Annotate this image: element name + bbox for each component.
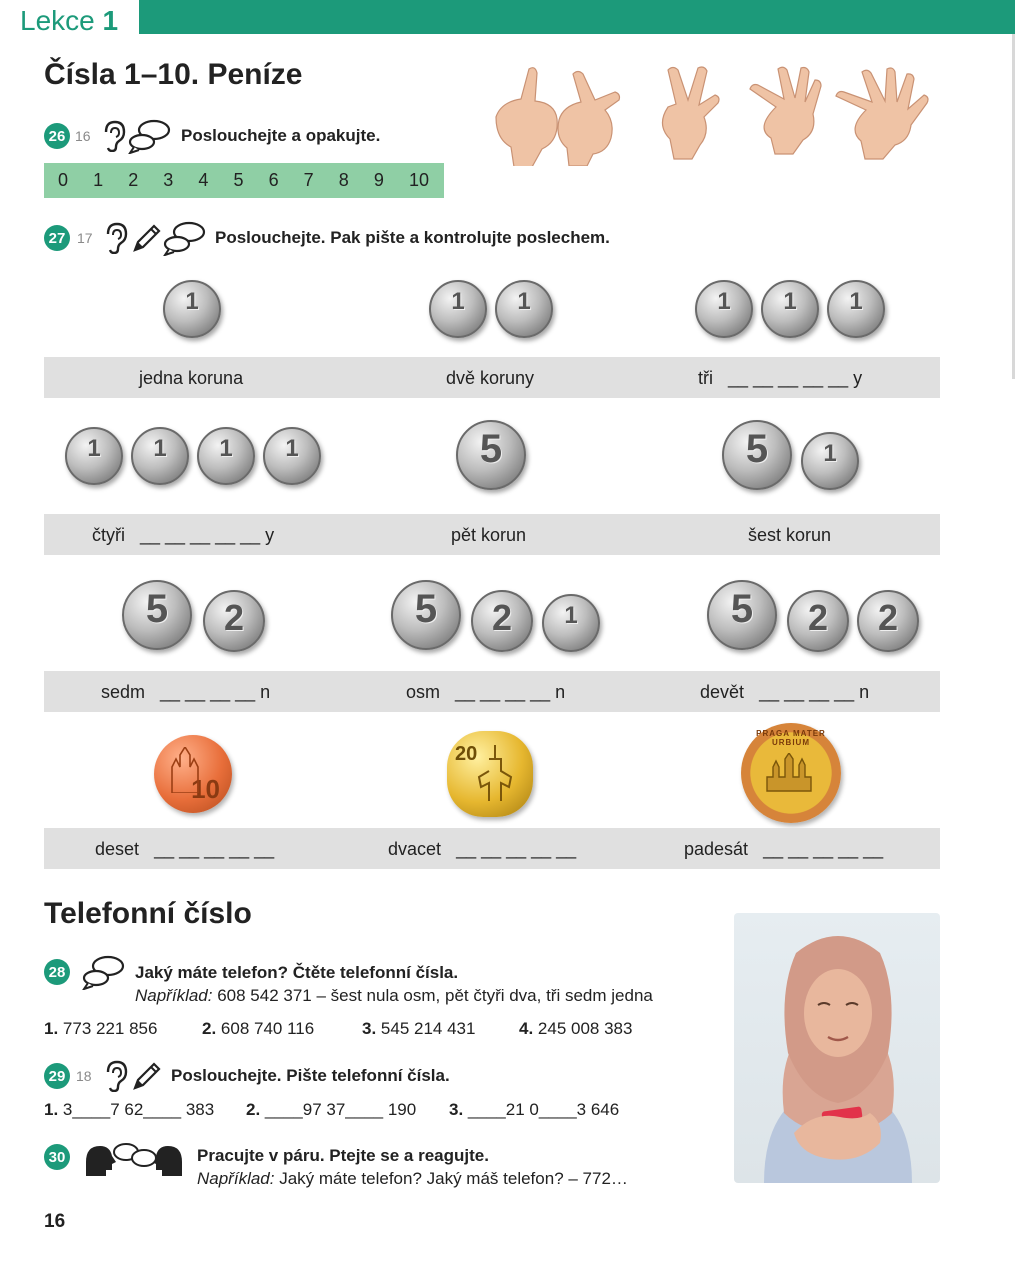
coin-20-czk: 20 [447,731,533,817]
label-sedm: sedm __ __ __ __ n [101,682,271,702]
pencil-icon [131,224,161,254]
coin-10-czk: 10 [154,735,232,813]
coin-1-czk: 1 [695,280,753,338]
phone-item-2: 2. 608 740 116 [202,1019,315,1038]
number-item: 9 [373,170,384,190]
section-title-phone: Telefonní číslo [44,897,252,930]
speech-bubble-icon [82,954,126,990]
exercise-number-28: 28 [44,959,70,985]
track-number-16: 16 [75,128,91,144]
exercise-number-30: 30 [44,1144,70,1170]
exercise-27-instruction: Poslouchejte. Pak pište a kontrolujte poslechem. [215,228,610,247]
label-ctyri: čtyři __ __ __ __ __ y [92,525,275,545]
exercise-29-instruction: Poslouchejte. Pište telefonní čísla. [171,1066,450,1085]
label-dve-koruny: dvě koruny [446,368,535,388]
coin-5-czk: 5 [722,420,792,490]
woman-phone-illustration [734,913,940,1183]
blank-letters[interactable]: __ __ __ __ [455,682,551,702]
coin-5-czk: 5 [391,580,461,650]
number-item: 10 [408,170,429,190]
blank-letters[interactable]: __ __ __ __ [160,682,256,702]
coin-1-czk: 1 [429,280,487,338]
dictation-item-3[interactable]: 3. ____21 0____3 646 [449,1100,620,1119]
phone-item-1: 1. 773 221 856 [44,1019,158,1038]
coin-50-czk: PRAGA MATER URBIUM [741,723,841,823]
exercise-30-example: Například: Jaký máte telefon? Jaký máš telefon? – 772… [197,1169,628,1188]
exercise-number-26: 26 [44,123,70,149]
prague-castle-icon [765,753,817,793]
blank-letters[interactable]: __ __ __ __ __ [763,839,884,859]
coin-1-czk: 1 [495,280,553,338]
phone-item-3: 3. 545 214 431 [362,1019,476,1038]
numbers-strip [44,163,444,198]
exercise-28-instruction: Jaký máte telefon? Čtěte telefonní čísla. [135,963,459,982]
exercise-number-29: 29 [44,1063,70,1089]
coin-1-czk: 1 [163,280,221,338]
speech-bubble-icon [163,220,207,256]
exercise-30-instruction: Pracujte v páru. Ptejte se a reagujte. [197,1146,489,1165]
coin-5-czk: 5 [456,420,526,490]
coin-2-czk: 2 [857,590,919,652]
coin-2-czk: 2 [203,590,265,652]
hands-icon [486,62,942,166]
label-devet: devět __ __ __ __ n [700,682,870,702]
coin-1-czk: 1 [65,427,123,485]
label-padesat: padesát __ __ __ __ __ [684,839,884,859]
dictation-item-2[interactable]: 2. ____97 37____ 190 [246,1100,417,1119]
label-dvacet: dvacet __ __ __ __ __ [388,839,577,859]
track-number-18: 18 [76,1068,92,1084]
label-deset: deset __ __ __ __ __ [95,839,275,859]
blank-letters[interactable]: __ __ __ __ [759,682,855,702]
label-tri: tři __ __ __ __ __ y [698,368,863,388]
ear-icon [104,222,128,254]
exercise-26-instruction: Poslouchejte a opakujte. [181,126,381,145]
coin-1-czk: 1 [801,432,859,490]
exercise-number-27: 27 [44,225,70,251]
pencil-icon [131,1062,161,1092]
number-item: 6 [268,170,279,190]
number-item: 1 [93,170,104,190]
number-item: 2 [128,170,139,190]
cathedral-icon [168,747,202,793]
track-number-17: 17 [77,230,93,246]
coin-1-czk: 1 [827,280,885,338]
coin-1-czk: 1 [761,280,819,338]
label-jedna-koruna: jedna koruna [139,368,244,388]
page-number: 16 [44,1211,66,1232]
coin-2-czk: 2 [471,590,533,652]
speech-bubble-icon [128,118,172,154]
ear-icon [104,1060,128,1092]
coin-1-czk: 1 [542,594,600,652]
section-title-numbers: Čísla 1–10. Peníze [44,58,303,91]
dictation-item-1[interactable]: 1. 3____7 62____ 383 [44,1100,215,1119]
blank-letters[interactable]: __ __ __ __ __ [154,839,275,859]
woman-with-phone-photo [734,913,940,1183]
coin-1-czk: 1 [263,427,321,485]
phone-item-4: 4. 245 008 383 [519,1019,633,1038]
exercise-28-example: Například: 608 542 371 – šest nula osm, pět čtyři dva, tři sedm jedna [135,986,653,1005]
horse-rider-icon [473,741,519,807]
header-bar [0,0,1015,34]
coin-1-czk: 1 [131,427,189,485]
label-sest-korun: šest korun [748,525,832,545]
coin-5-czk: 5 [122,580,192,650]
label-pet-korun: pět korun [451,525,527,545]
ear-icon [102,120,126,152]
blank-letters[interactable]: __ __ __ __ __ [456,839,577,859]
coin-5-czk: 5 [707,580,777,650]
counting-hands-image [486,62,942,166]
number-item: 8 [338,170,349,190]
number-item: 7 [303,170,314,190]
label-osm: osm __ __ __ __ n [406,682,566,702]
coin-2-czk: 2 [787,590,849,652]
number-item: 0 [58,170,69,190]
number-item: 4 [198,170,209,190]
pair-dialogue-icon [82,1140,186,1178]
number-item: 5 [233,170,244,190]
number-item: 3 [163,170,174,190]
coin-1-czk: 1 [197,427,255,485]
lesson-label: Lekce 1 [20,5,119,36]
blank-letters[interactable]: __ __ __ __ __ [728,368,849,388]
blank-letters[interactable]: __ __ __ __ __ [140,525,261,545]
